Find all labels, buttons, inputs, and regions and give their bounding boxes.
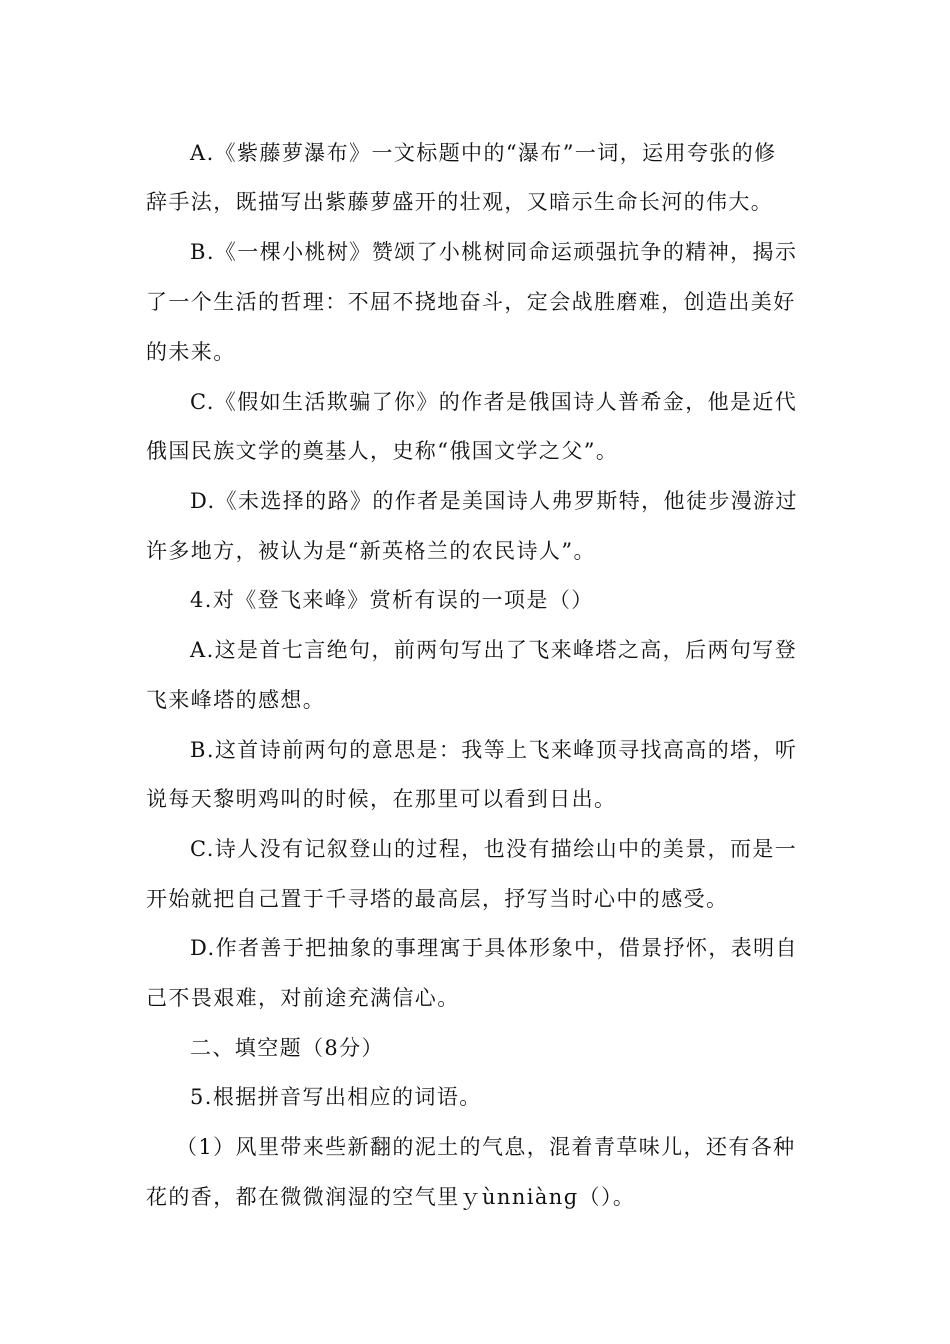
q4-option-d-line-2: 己不畏艰难，对前途充满信心。 (146, 986, 460, 1010)
q5-item-1-line-2: 花的香，都在微微润湿的空气里ｙùnniànɡ（）。 (146, 1185, 636, 1209)
question-5-stem: 5.根据拼音写出相应的词语。 (190, 1085, 482, 1109)
q4-option-a-line-1: A.这是首七言绝句，前两句写出了飞来峰塔之高，后两句写登 (190, 638, 798, 662)
q4-option-c-line-2: 开始就把自己置于千寻塔的最高层，抒写当时心中的感受。 (146, 887, 729, 911)
option-b-line-3: 的未来。 (146, 340, 236, 364)
option-b-line-2: 了一个生活的哲理：不屈不挠地奋斗，定会战胜磨难，创造出美好 (146, 290, 796, 314)
q4-option-a-line-2: 飞来峰塔的感想。 (146, 688, 326, 712)
option-a-line-2: 辞手法，既描写出紫藤萝盛开的壮观，又暗示生命长河的伟大。 (146, 190, 774, 214)
option-c-line-1: C.《假如生活欺骗了你》的作者是俄国诗人普希金，他是近代 (190, 390, 798, 414)
q5-item-1-line-1: （1）风里带来些新翻的泥土的气息，混着青草味儿，还有各种 (176, 1135, 796, 1159)
option-a-line-1: A.《紫藤萝瀑布》一文标题中的“瀑布”一词，运用夸张的修 (190, 141, 777, 165)
option-b-line-1: B.《一棵小桃树》赞颂了小桃树同命运顽强抗争的精神，揭示 (190, 240, 798, 264)
q4-option-b-line-2: 说每天黎明鸡叫的时候，在那里可以看到日出。 (146, 787, 617, 811)
option-d-line-1: D.《未选择的路》的作者是美国诗人弗罗斯特，他徒步漫游过 (190, 489, 798, 513)
q4-option-d-line-1: D.作者善于把抽象的事理寓于具体形象中，借景抒怀，表明自 (190, 936, 798, 960)
option-d-line-2: 许多地方，被认为是“新英格兰的农民诗人”。 (146, 539, 596, 563)
section-two-heading: 二、填空题（8分） (190, 1036, 384, 1060)
question-4-stem: 4.对《登飞来峰》赏析有误的一项是（） (190, 588, 594, 612)
q4-option-c-line-1: C.诗人没有记叙登山的过程，也没有描绘山中的美景，而是一 (190, 837, 798, 861)
q4-option-b-line-1: B.这首诗前两句的意思是：我等上飞来峰顶寻找高高的塔，听 (190, 738, 798, 762)
option-c-line-2: 俄国民族文学的奠基人，史称“俄国文学之父”。 (146, 439, 619, 463)
